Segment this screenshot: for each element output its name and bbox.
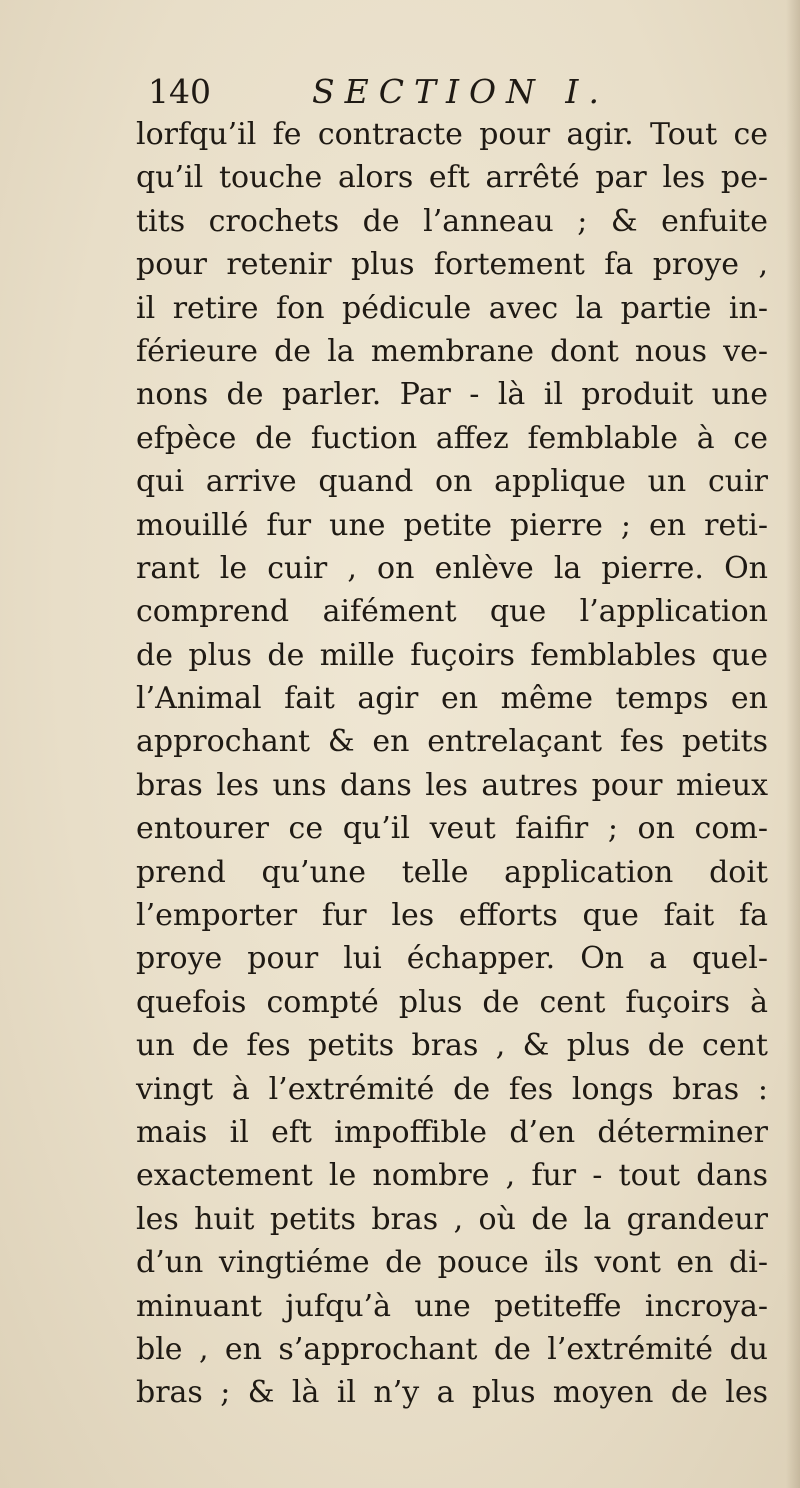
text-line: lorfqu’il fe contracte pour agir. Tout ce — [136, 117, 768, 152]
text-line: d’un vingtiéme de pouce ils vont en di- — [136, 1245, 768, 1281]
text-line: mouillé fur une petite pierre ; en reti- — [136, 507, 768, 543]
text-line: qui arrive quand on applique un cuir — [136, 464, 768, 500]
text-line: férieure de la membrane dont nous ve- — [136, 333, 768, 369]
text-line: proye pour lui échapper. On a quel- — [136, 941, 768, 977]
text-line: l’Animal fait agir en même temps en — [136, 681, 768, 717]
text-line: de plus de mille fuçoirs femblables que — [136, 637, 768, 673]
section-title: SECTION I. — [312, 72, 609, 111]
text-line: exactement le nombre , fur - tout dans — [136, 1158, 768, 1194]
text-line: bras les uns dans les autres pour mieux — [136, 767, 768, 803]
text-line: comprend aifément que l’application — [136, 594, 768, 630]
text-line: entourer ce qu’il veut faifir ; on com- — [136, 811, 768, 847]
text-line: vingt à l’extrémité de fes longs bras : — [136, 1071, 768, 1107]
text-line: qu’il touche alors eft arrêté par les pe- — [136, 160, 768, 196]
text-line: efpèce de fuction affez femblable à ce — [136, 420, 768, 456]
body-text — [136, 113, 768, 1415]
text-line: quefois compté plus de cent fuçoirs à — [136, 984, 768, 1020]
text-line: il retire fon pédicule avec la partie in- — [136, 290, 768, 326]
page-number: 140 — [148, 72, 211, 111]
text-line: prend qu’une telle application doit — [136, 854, 768, 890]
text-line: rant le cuir , on enlève la pierre. On — [136, 550, 768, 586]
text-line: approchant & en entrelaçant fes petits — [136, 724, 768, 760]
text-line: les huit petits bras , où de la grandeur — [136, 1201, 768, 1237]
running-header — [148, 70, 768, 114]
text-line: bras ; & là il n’y a plus moyen de les — [136, 1375, 768, 1411]
text-line: mais il eft impoffible d’en déterminer — [136, 1114, 768, 1150]
text-line: nons de parler. Par - là il produit une — [136, 377, 768, 413]
text-line: ble , en s’approchant de l’extrémité du — [136, 1331, 768, 1367]
text-line: minuant jufqu’à une petiteffe incroya- — [136, 1288, 768, 1324]
page-edge-shadow — [786, 0, 800, 1488]
text-line: un de fes petits bras , & plus de cent — [136, 1028, 768, 1064]
text-line: tits crochets de l’anneau ; & enfuite — [136, 203, 768, 239]
text-line: pour retenir plus fortement fa proye , — [136, 247, 768, 283]
text-line: l’emporter fur les efforts que fait fa — [136, 898, 768, 934]
